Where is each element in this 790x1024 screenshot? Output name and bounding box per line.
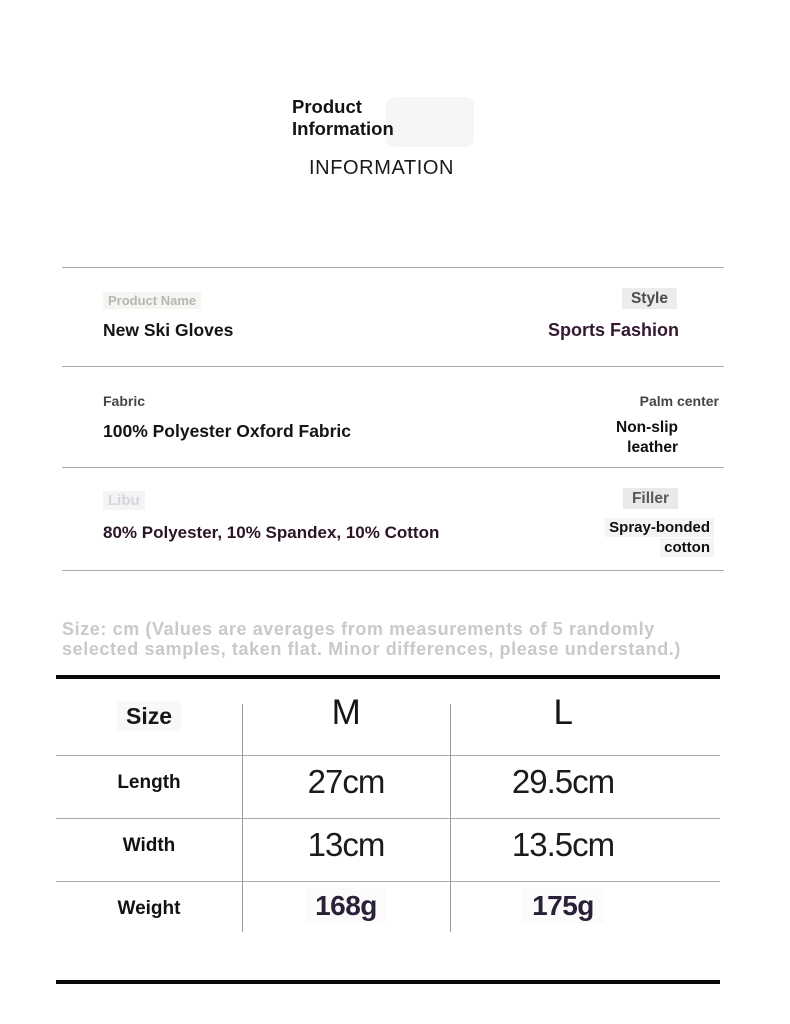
length-value-m: 27cm	[307, 763, 385, 800]
palm-center-label: Palm center	[639, 393, 719, 409]
libu-value: 80% Polyester, 10% Spandex, 10% Cotton	[103, 523, 440, 542]
page-title-line1: Product	[292, 96, 362, 117]
table-row-divider	[56, 818, 720, 819]
filler-label: Filler	[623, 490, 678, 508]
table-row-divider	[56, 881, 720, 882]
size-table-header-size: Size	[56, 703, 242, 730]
divider	[62, 366, 724, 367]
divider	[62, 467, 724, 468]
fabric-value: 100% Polyester Oxford Fabric	[103, 421, 352, 441]
style-label: Style	[622, 290, 677, 308]
palm-center-value-line1: Non-slip	[616, 419, 678, 436]
size-note-line1: Size: cm (Values are averages from measurements of 5 randomly	[62, 619, 655, 639]
size-note-line2: selected samples, taken flat. Minor differences, please understand.)	[62, 638, 681, 659]
palm-center-value	[616, 418, 678, 457]
libu-label: Libu	[103, 492, 145, 510]
size-table-header-m: M	[331, 693, 361, 732]
table-bottom-border	[56, 980, 720, 984]
divider	[62, 267, 724, 268]
length-row-label: Length	[117, 772, 181, 793]
width-row-label: Width	[122, 835, 176, 856]
width-value-m: 13cm	[307, 826, 385, 863]
product-name-value: New Ski Gloves	[103, 320, 234, 340]
size-note	[62, 620, 742, 659]
page-title	[292, 96, 394, 139]
width-value-l: 13.5cm	[511, 826, 615, 863]
divider	[62, 570, 724, 571]
filler-value-line2: cotton	[605, 538, 714, 558]
size-table-header-l: L	[553, 693, 573, 732]
page-subtitle: INFORMATION	[309, 157, 455, 179]
page-title-line2: Information	[292, 117, 394, 139]
table-row-divider	[56, 755, 720, 756]
weight-value-m: 168g	[242, 890, 450, 922]
faded-watermark-blob	[386, 97, 474, 147]
filler-value-line1: Spray-bonded	[605, 518, 714, 538]
style-value: Sports Fashion	[547, 320, 679, 340]
fabric-label: Fabric	[103, 393, 146, 409]
table-top-border	[56, 675, 720, 679]
product-name-label: Product Name	[103, 292, 201, 310]
palm-center-value-line2: leather	[627, 438, 678, 456]
weight-row-label: Weight	[117, 898, 181, 919]
size-table	[56, 675, 720, 984]
weight-value-l: 175g	[450, 890, 676, 922]
length-value-l: 29.5cm	[511, 763, 615, 800]
filler-value	[605, 518, 714, 557]
